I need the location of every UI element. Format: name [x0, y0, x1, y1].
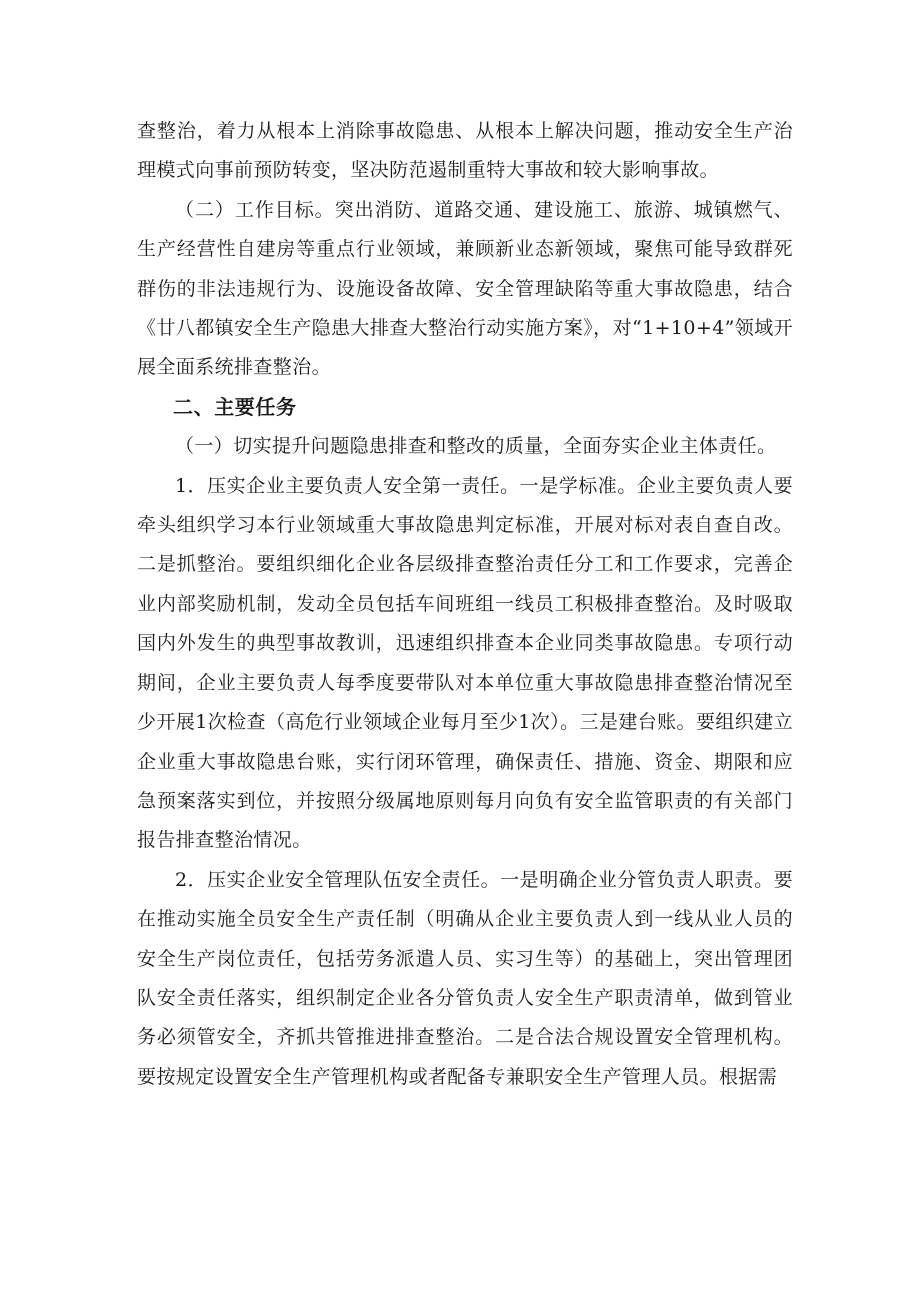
paragraph-work-goals: （二）工作目标。突出消防、道路交通、建设施工、旅游、城镇燃气、生产经营性自建房等重点行业领域，兼顾新业态新领域，聚焦可能导致群死群伤的非法违规行为、设施设备故障、安全管理缺陷等重大事故隐患，结合《廿八都镇安全生产隐患大排查大整治行动实施方案》，对“1+10+4”领域开展全面系统排查整治。: [137, 198, 793, 379]
paragraph-item-2: 2．压实企业安全管理队伍安全责任。一是明确企业分管负责人职责。要在推动实施全员安全生产责任制（明确从企业主要负责人到一线从业人员的安全生产岗位责任，包括劳务派遣人员、实习生等）的基础上，突出管理团队安全责任落实，组织制定企业各分管负责人安全生产职责清单，做到管业务必须管安全，齐抓共管推进排查整治。二是合法合规设置安全管理机构。要按规定设置安全生产管理机构或者配备专兼职安全生产管理人员。根据需: [137, 868, 793, 1088]
section-heading-main-tasks: 二、主要任务: [173, 394, 297, 419]
paragraph-item-1: 1．压实企业主要负责人安全第一责任。一是学标准。企业主要负责人要牵头组织学习本行业领域重大事故隐患判定标准，开展对标对表自查自改。二是抓整治。要组织细化企业各层级排查整治责任分工和工作要求，完善企业内部奖励机制，发动全员包括车间班组一线员工积极排查整治。及时吸取国内外发生的典型事故教训，迅速组织排查本企业同类事故隐患。专项行动期间，企业主要负责人每季度要带队对本单位重大事故隐患排查整治情况至少开展1次检查（高危行业领域企业每月至少1次）。三是建台账。要组织建立企业重大事故隐患台账，实行闭环管理，确保责任、措施、资金、期限和应急预案落实到位，并按照分级属地原则每月向负有安全监管职责的有关部门报告排查整治情况。: [137, 474, 793, 852]
document-body: [137, 112, 793, 1097]
paragraph-subsection-one: （一）切实提升问题隐患排查和整改的质量，全面夯实企业主体责任。: [175, 435, 777, 458]
paragraph-continuation: 查整治，着力从根本上消除事故隐患、从根本上解决问题，推动安全生产治理模式向事前预防转变，坚决防范遏制重特大事故和较大影响事故。: [137, 120, 793, 182]
